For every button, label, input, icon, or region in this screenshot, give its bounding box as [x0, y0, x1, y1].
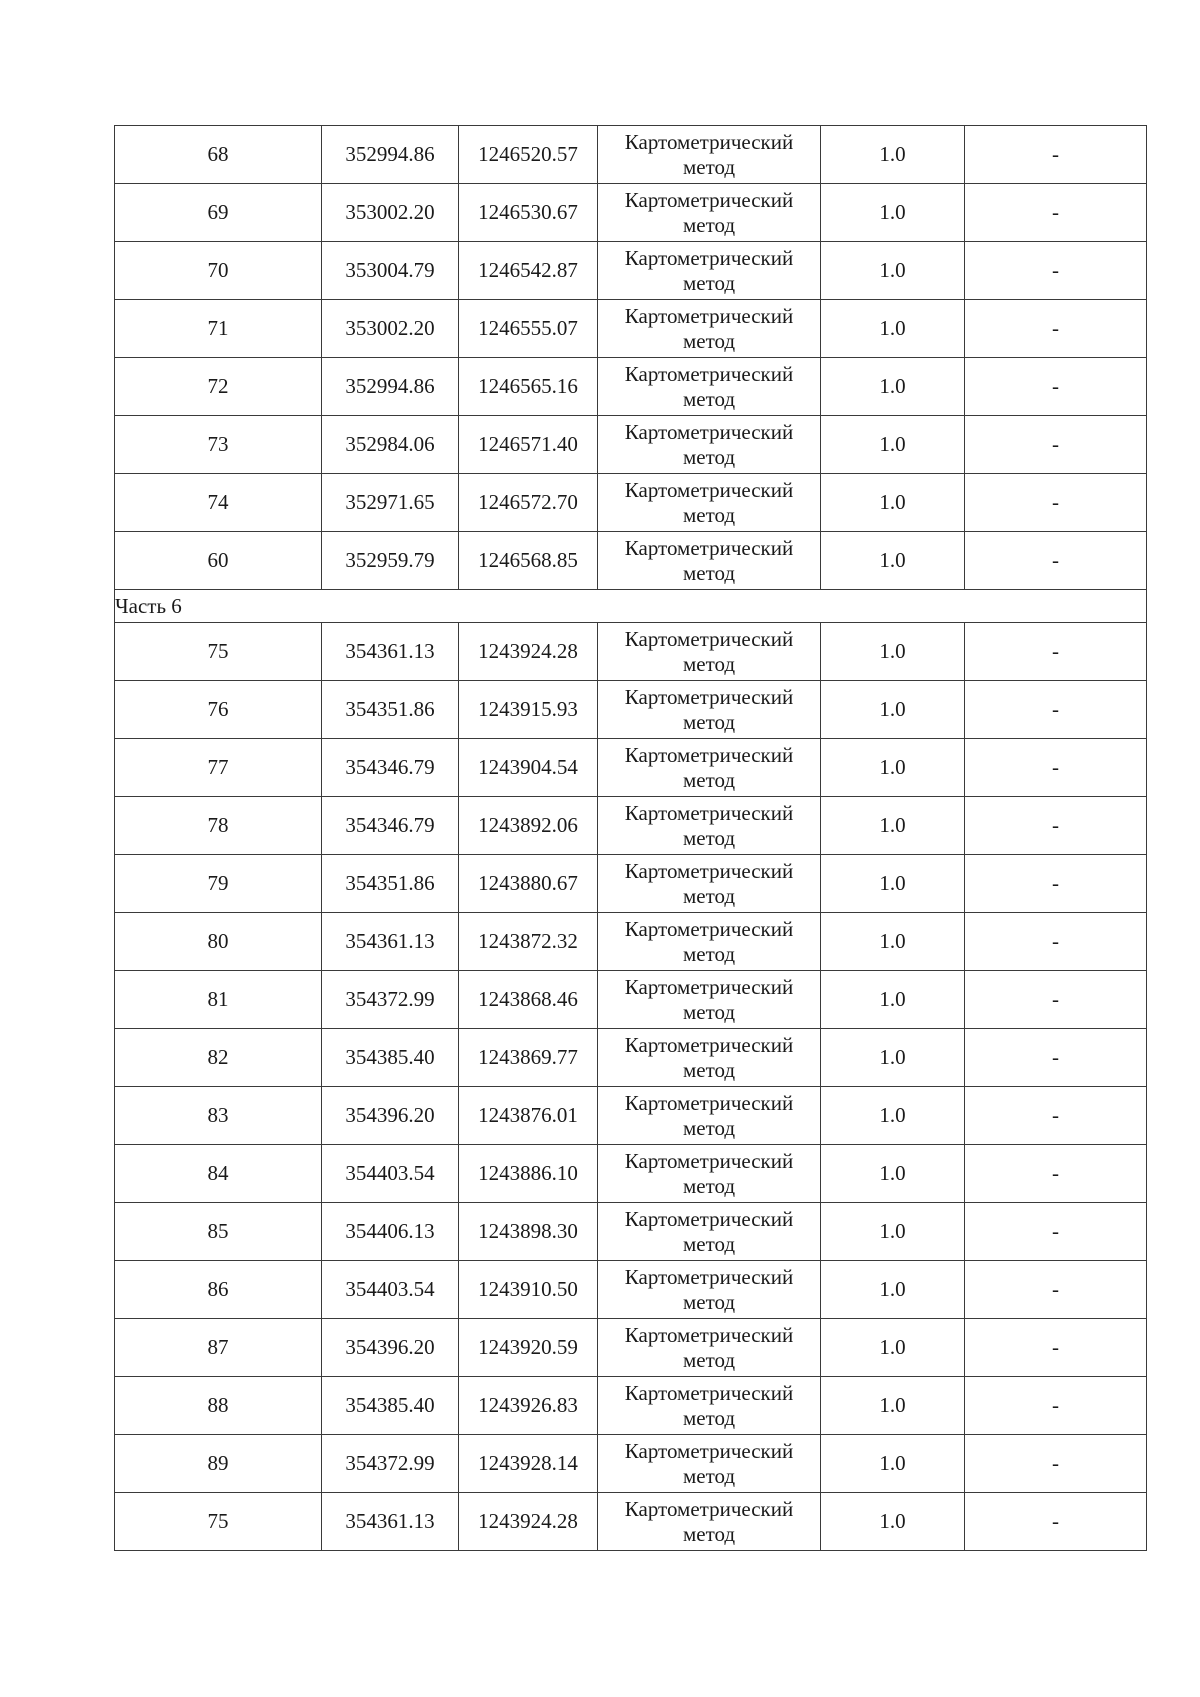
method-cell [598, 1029, 821, 1087]
method-text-line: метод [682, 1521, 736, 1546]
y-coordinate-cell: 1246520.57 [459, 126, 598, 184]
table-row [115, 1435, 1147, 1493]
accuracy-cell: 1.0 [821, 1087, 965, 1145]
y-coordinate-cell: 1246572.70 [459, 474, 598, 532]
table-row [115, 623, 1147, 681]
method-cell [598, 242, 821, 300]
y-coordinate-cell: 1243872.32 [459, 913, 598, 971]
y-coordinate-cell: 1243898.30 [459, 1203, 598, 1261]
point-number-cell: 82 [115, 1029, 322, 1087]
table-row [115, 474, 1147, 532]
x-coordinate-cell: 352994.86 [322, 358, 459, 416]
note-cell: - [965, 1145, 1147, 1203]
method-text-line: метод [682, 883, 736, 908]
note-cell: - [965, 126, 1147, 184]
method-text-line: Картометрический [624, 742, 794, 767]
point-number-cell: 83 [115, 1087, 322, 1145]
method-text-line: Картометрический [624, 916, 794, 941]
y-coordinate-cell: 1243924.28 [459, 1493, 598, 1551]
point-number-cell: 69 [115, 184, 322, 242]
x-coordinate-cell: 354361.13 [322, 913, 459, 971]
accuracy-cell: 1.0 [821, 358, 965, 416]
note-cell: - [965, 1493, 1147, 1551]
x-coordinate-cell: 354361.13 [322, 1493, 459, 1551]
method-text-line: Картометрический [624, 129, 794, 154]
note-cell: - [965, 300, 1147, 358]
method-text-line: метод [682, 212, 736, 237]
method-text-line: Картометрический [624, 303, 794, 328]
method-cell [598, 913, 821, 971]
method-text-line: Картометрический [624, 245, 794, 270]
note-cell: - [965, 913, 1147, 971]
note-cell: - [965, 855, 1147, 913]
method-text-line: Картометрический [624, 1322, 794, 1347]
method-cell [598, 1319, 821, 1377]
method-text-line: метод [682, 1347, 736, 1372]
method-text-line: метод [682, 1231, 736, 1256]
accuracy-cell: 1.0 [821, 1145, 965, 1203]
method-text-line: Картометрический [624, 361, 794, 386]
method-cell [598, 1087, 821, 1145]
accuracy-cell: 1.0 [821, 1319, 965, 1377]
method-text-line: Картометрический [624, 1438, 794, 1463]
accuracy-cell: 1.0 [821, 1493, 965, 1551]
method-cell [598, 681, 821, 739]
table-row [115, 300, 1147, 358]
point-number-cell: 81 [115, 971, 322, 1029]
accuracy-cell: 1.0 [821, 855, 965, 913]
table-row [115, 913, 1147, 971]
note-cell: - [965, 358, 1147, 416]
note-cell: - [965, 739, 1147, 797]
point-number-cell: 78 [115, 797, 322, 855]
x-coordinate-cell: 354346.79 [322, 739, 459, 797]
method-text-line: метод [682, 825, 736, 850]
accuracy-cell: 1.0 [821, 1435, 965, 1493]
x-coordinate-cell: 354372.99 [322, 1435, 459, 1493]
point-number-cell: 71 [115, 300, 322, 358]
method-text-line: метод [682, 709, 736, 734]
note-cell: - [965, 1377, 1147, 1435]
y-coordinate-cell: 1246542.87 [459, 242, 598, 300]
note-cell: - [965, 242, 1147, 300]
method-cell [598, 1377, 821, 1435]
method-cell [598, 797, 821, 855]
y-coordinate-cell: 1246565.16 [459, 358, 598, 416]
method-text-line: метод [682, 560, 736, 585]
accuracy-cell: 1.0 [821, 971, 965, 1029]
method-cell [598, 126, 821, 184]
method-cell [598, 1435, 821, 1493]
method-text-line: Картометрический [624, 800, 794, 825]
accuracy-cell: 1.0 [821, 532, 965, 590]
method-text-line: метод [682, 1115, 736, 1140]
method-text-line: Картометрический [624, 1496, 794, 1521]
method-text-line: метод [682, 270, 736, 295]
method-cell [598, 855, 821, 913]
method-text-line: Картометрический [624, 1206, 794, 1231]
method-text-line: метод [682, 502, 736, 527]
method-text-line: Картометрический [624, 187, 794, 212]
method-cell [598, 1493, 821, 1551]
point-number-cell: 68 [115, 126, 322, 184]
x-coordinate-cell: 352994.86 [322, 126, 459, 184]
method-cell [598, 416, 821, 474]
method-text-line: метод [682, 1057, 736, 1082]
x-coordinate-cell: 354403.54 [322, 1261, 459, 1319]
point-number-cell: 75 [115, 1493, 322, 1551]
note-cell: - [965, 474, 1147, 532]
y-coordinate-cell: 1243880.67 [459, 855, 598, 913]
table-row [115, 797, 1147, 855]
method-text-line: метод [682, 999, 736, 1024]
coordinates-table-body [115, 126, 1147, 1551]
point-number-cell: 72 [115, 358, 322, 416]
method-cell [598, 623, 821, 681]
method-text-line: метод [682, 1173, 736, 1198]
table-row [115, 416, 1147, 474]
table-row [115, 739, 1147, 797]
table-row [115, 532, 1147, 590]
note-cell: - [965, 532, 1147, 590]
x-coordinate-cell: 354385.40 [322, 1029, 459, 1087]
y-coordinate-cell: 1243892.06 [459, 797, 598, 855]
table-row [115, 1261, 1147, 1319]
x-coordinate-cell: 352984.06 [322, 416, 459, 474]
x-coordinate-cell: 353002.20 [322, 184, 459, 242]
point-number-cell: 89 [115, 1435, 322, 1493]
method-text-line: Картометрический [624, 858, 794, 883]
accuracy-cell: 1.0 [821, 797, 965, 855]
point-number-cell: 70 [115, 242, 322, 300]
table-row [115, 126, 1147, 184]
point-number-cell: 84 [115, 1145, 322, 1203]
note-cell: - [965, 1319, 1147, 1377]
accuracy-cell: 1.0 [821, 184, 965, 242]
method-cell [598, 358, 821, 416]
y-coordinate-cell: 1246571.40 [459, 416, 598, 474]
table-row [115, 1145, 1147, 1203]
accuracy-cell: 1.0 [821, 474, 965, 532]
x-coordinate-cell: 354361.13 [322, 623, 459, 681]
method-cell [598, 1203, 821, 1261]
point-number-cell: 60 [115, 532, 322, 590]
y-coordinate-cell: 1243924.28 [459, 623, 598, 681]
table-row [115, 855, 1147, 913]
method-cell [598, 971, 821, 1029]
note-cell: - [965, 623, 1147, 681]
table-row [115, 1087, 1147, 1145]
y-coordinate-cell: 1243904.54 [459, 739, 598, 797]
point-number-cell: 85 [115, 1203, 322, 1261]
method-text-line: метод [682, 1289, 736, 1314]
method-text-line: метод [682, 1463, 736, 1488]
coordinates-table [114, 125, 1147, 1551]
point-number-cell: 86 [115, 1261, 322, 1319]
method-cell [598, 1261, 821, 1319]
method-text-line: Картометрический [624, 419, 794, 444]
section-header-row [115, 590, 1147, 623]
x-coordinate-cell: 354385.40 [322, 1377, 459, 1435]
point-number-cell: 73 [115, 416, 322, 474]
note-cell: - [965, 1261, 1147, 1319]
table-row [115, 358, 1147, 416]
table-row [115, 184, 1147, 242]
accuracy-cell: 1.0 [821, 623, 965, 681]
table-row [115, 681, 1147, 739]
method-text-line: метод [682, 154, 736, 179]
table-row [115, 1319, 1147, 1377]
method-text-line: метод [682, 444, 736, 469]
method-text-line: Картометрический [624, 684, 794, 709]
note-cell: - [965, 797, 1147, 855]
method-text-line: Картометрический [624, 477, 794, 502]
method-cell [598, 739, 821, 797]
y-coordinate-cell: 1243910.50 [459, 1261, 598, 1319]
accuracy-cell: 1.0 [821, 242, 965, 300]
y-coordinate-cell: 1243915.93 [459, 681, 598, 739]
y-coordinate-cell: 1243886.10 [459, 1145, 598, 1203]
y-coordinate-cell: 1243868.46 [459, 971, 598, 1029]
x-coordinate-cell: 354351.86 [322, 855, 459, 913]
x-coordinate-cell: 354351.86 [322, 681, 459, 739]
note-cell: - [965, 1203, 1147, 1261]
x-coordinate-cell: 354396.20 [322, 1319, 459, 1377]
point-number-cell: 88 [115, 1377, 322, 1435]
note-cell: - [965, 416, 1147, 474]
method-text-line: метод [682, 1405, 736, 1430]
table-row [115, 971, 1147, 1029]
y-coordinate-cell: 1246555.07 [459, 300, 598, 358]
x-coordinate-cell: 353002.20 [322, 300, 459, 358]
y-coordinate-cell: 1243876.01 [459, 1087, 598, 1145]
y-coordinate-cell: 1243869.77 [459, 1029, 598, 1087]
x-coordinate-cell: 354403.54 [322, 1145, 459, 1203]
note-cell: - [965, 1029, 1147, 1087]
y-coordinate-cell: 1246568.85 [459, 532, 598, 590]
method-cell [598, 532, 821, 590]
point-number-cell: 80 [115, 913, 322, 971]
method-cell [598, 184, 821, 242]
method-text-line: Картометрический [624, 1148, 794, 1173]
y-coordinate-cell: 1243920.59 [459, 1319, 598, 1377]
y-coordinate-cell: 1243928.14 [459, 1435, 598, 1493]
method-text-line: Картометрический [624, 1264, 794, 1289]
x-coordinate-cell: 354372.99 [322, 971, 459, 1029]
accuracy-cell: 1.0 [821, 681, 965, 739]
x-coordinate-cell: 354396.20 [322, 1087, 459, 1145]
method-text-line: метод [682, 386, 736, 411]
table-row [115, 1377, 1147, 1435]
point-number-cell: 76 [115, 681, 322, 739]
note-cell: - [965, 971, 1147, 1029]
note-cell: - [965, 1435, 1147, 1493]
table-row [115, 1203, 1147, 1261]
method-cell [598, 474, 821, 532]
table-row [115, 242, 1147, 300]
accuracy-cell: 1.0 [821, 416, 965, 474]
method-cell [598, 1145, 821, 1203]
point-number-cell: 74 [115, 474, 322, 532]
y-coordinate-cell: 1246530.67 [459, 184, 598, 242]
method-text-line: метод [682, 651, 736, 676]
table-row [115, 1493, 1147, 1551]
method-cell [598, 300, 821, 358]
method-text-line: метод [682, 328, 736, 353]
x-coordinate-cell: 352959.79 [322, 532, 459, 590]
note-cell: - [965, 184, 1147, 242]
accuracy-cell: 1.0 [821, 126, 965, 184]
accuracy-cell: 1.0 [821, 1377, 965, 1435]
method-text-line: Картометрический [624, 626, 794, 651]
point-number-cell: 79 [115, 855, 322, 913]
method-text-line: Картометрический [624, 974, 794, 999]
method-text-line: Картометрический [624, 1032, 794, 1057]
y-coordinate-cell: 1243926.83 [459, 1377, 598, 1435]
x-coordinate-cell: 354406.13 [322, 1203, 459, 1261]
note-cell: - [965, 1087, 1147, 1145]
accuracy-cell: 1.0 [821, 739, 965, 797]
table-row [115, 1029, 1147, 1087]
point-number-cell: 87 [115, 1319, 322, 1377]
method-text-line: Картометрический [624, 1090, 794, 1115]
method-text-line: метод [682, 767, 736, 792]
accuracy-cell: 1.0 [821, 1203, 965, 1261]
accuracy-cell: 1.0 [821, 1029, 965, 1087]
accuracy-cell: 1.0 [821, 1261, 965, 1319]
note-cell: - [965, 681, 1147, 739]
method-text-line: метод [682, 941, 736, 966]
accuracy-cell: 1.0 [821, 300, 965, 358]
method-text-line: Картометрический [624, 535, 794, 560]
x-coordinate-cell: 354346.79 [322, 797, 459, 855]
method-text-line: Картометрический [624, 1380, 794, 1405]
accuracy-cell: 1.0 [821, 913, 965, 971]
section-label: Часть 6 [115, 590, 1147, 623]
point-number-cell: 77 [115, 739, 322, 797]
x-coordinate-cell: 353004.79 [322, 242, 459, 300]
x-coordinate-cell: 352971.65 [322, 474, 459, 532]
point-number-cell: 75 [115, 623, 322, 681]
